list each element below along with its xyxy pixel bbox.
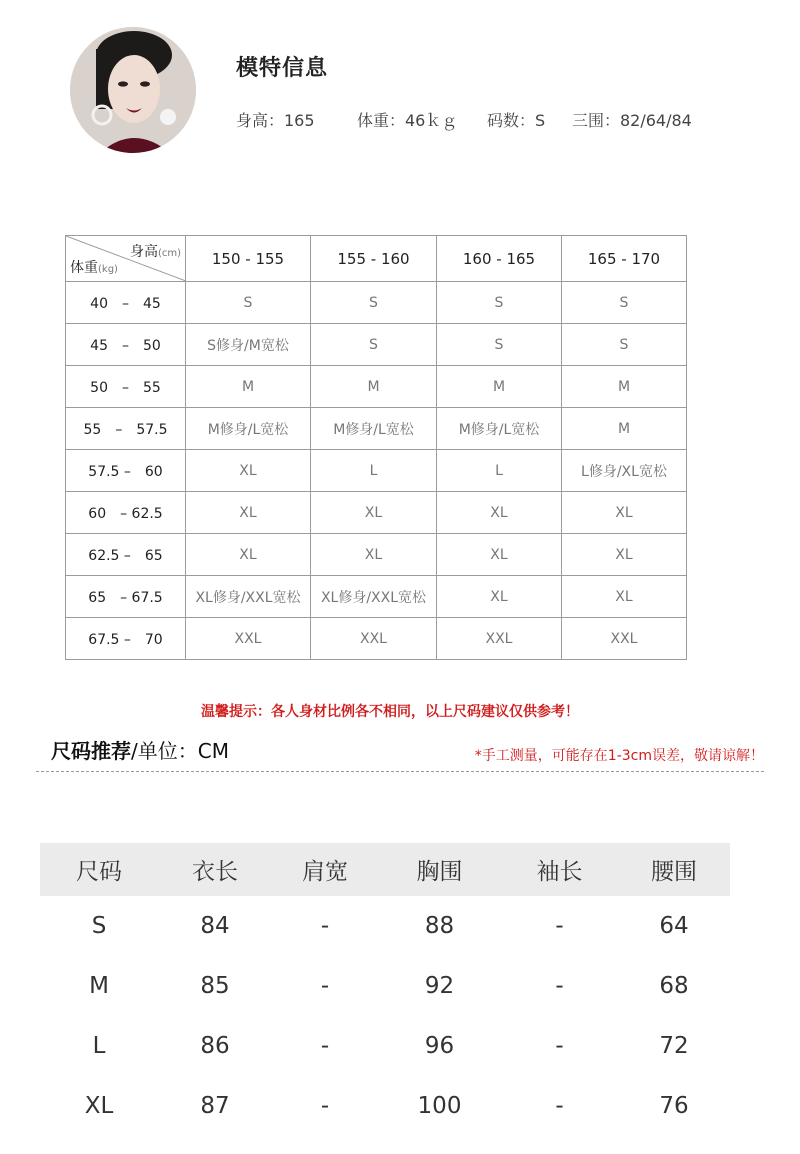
recommended-size-cell: S <box>311 282 437 324</box>
measurement-value-cell: - <box>555 973 564 999</box>
height-range-header: 165 - 170 <box>562 236 687 282</box>
size-label-cell: M <box>89 973 109 999</box>
size-label-cell: L <box>92 1033 106 1059</box>
grid-header-row <box>66 236 687 282</box>
measurement-value-cell: - <box>320 913 330 939</box>
height-range-header: 150 - 155 <box>186 236 311 282</box>
recommended-size-cell: XXL <box>186 618 311 660</box>
recommended-size-cell: S <box>562 324 687 366</box>
grid-row <box>66 576 687 618</box>
weight-range-label: 55 – 57.5 <box>66 408 186 450</box>
grid-row <box>66 534 687 576</box>
grid-row <box>66 282 687 324</box>
recommended-size-cell: XL <box>311 492 437 534</box>
measurement-error-note: *手工测量，可能存在1-3cm误差，敬请谅解！ <box>474 748 764 764</box>
model-info-title: 模特信息 <box>236 56 329 81</box>
weight-range-label: 45 – 50 <box>66 324 186 366</box>
recommended-size-cell: M修身/L宽松 <box>186 408 311 450</box>
recommended-size-cell: XL <box>437 576 562 618</box>
height-range-header: 160 - 165 <box>437 236 562 282</box>
measurement-row <box>40 896 730 956</box>
recommended-size-cell: S <box>311 324 437 366</box>
measurement-value-cell: 86 <box>200 1033 230 1059</box>
measurement-value-cell: - <box>320 1033 330 1059</box>
recommended-size-cell: M <box>437 366 562 408</box>
measurement-value-cell: - <box>555 1033 564 1059</box>
grid-corner-cell <box>66 236 186 282</box>
weight-range-label: 67.5 – 70 <box>66 618 186 660</box>
recommended-size-cell: M <box>562 408 687 450</box>
measurement-value-cell: 96 <box>424 1033 455 1059</box>
measurement-header-cell: 腰围 <box>618 843 730 896</box>
fit-tip: 温馨提示：各人身材比例各不相同，以上尺码建议仅供参考！ <box>201 704 579 720</box>
recommended-size-cell: M修身/L宽松 <box>437 408 562 450</box>
measurement-value-cell: - <box>555 1093 564 1119</box>
weight-range-label: 50 – 55 <box>66 366 186 408</box>
measurement-value-cell: 68 <box>659 973 689 999</box>
size-section-unit: /单位：CM <box>131 739 229 763</box>
weight-range-label: 57.5 – 60 <box>66 450 186 492</box>
size-label-cell: S <box>91 913 107 939</box>
recommended-size-cell: M <box>186 366 311 408</box>
weight-range-label: 60 – 62.5 <box>66 492 186 534</box>
recommended-size-cell: XL <box>186 492 311 534</box>
measurement-header-cell: 衣长 <box>158 843 272 896</box>
recommended-size-cell: L修身/XL宽松 <box>562 450 687 492</box>
height-range-header: 155 - 160 <box>311 236 437 282</box>
recommended-size-cell: S <box>186 282 311 324</box>
measurement-header-cell: 尺码 <box>40 843 158 896</box>
model-height: 身高：165 <box>236 111 315 130</box>
measurement-value-cell: - <box>320 973 330 999</box>
grid-row <box>66 324 687 366</box>
grid-row <box>66 408 687 450</box>
measurement-value-cell: - <box>320 1093 330 1119</box>
measurement-value-cell: 72 <box>659 1033 689 1059</box>
weight-range-label: 65 – 67.5 <box>66 576 186 618</box>
corner-height-label: 身高(cm) <box>129 244 181 260</box>
recommended-size-cell: XL <box>311 534 437 576</box>
grid-row <box>66 492 687 534</box>
recommended-size-cell: XXL <box>437 618 562 660</box>
measurement-value-cell: 76 <box>659 1093 689 1119</box>
measurement-row <box>40 1016 730 1076</box>
measurement-header-cell: 胸围 <box>378 843 501 896</box>
recommended-size-cell: M修身/L宽松 <box>311 408 437 450</box>
weight-range-label: 62.5 – 65 <box>66 534 186 576</box>
measurement-value-cell: 88 <box>424 913 455 939</box>
measurement-body <box>40 896 730 1136</box>
size-section-title-bold: 尺码推荐 <box>51 739 131 763</box>
measurement-value-cell: 84 <box>200 913 230 939</box>
recommended-size-cell: XL <box>562 492 687 534</box>
grid-body <box>66 282 687 660</box>
size-recommendation-grid <box>65 235 687 660</box>
recommended-size-cell: L <box>437 450 562 492</box>
corner-weight-label: 体重(kg) <box>70 260 118 276</box>
measurement-value-cell: 64 <box>659 913 689 939</box>
grid-row <box>66 366 687 408</box>
size-section-title <box>51 735 229 764</box>
recommended-size-cell: M <box>311 366 437 408</box>
recommended-size-cell: XL修身/XXL宽松 <box>311 576 437 618</box>
grid-row <box>66 450 687 492</box>
recommended-size-cell: XL修身/XXL宽松 <box>186 576 311 618</box>
measurement-value-cell: 85 <box>200 973 230 999</box>
dotted-divider <box>36 771 764 772</box>
measurement-row <box>40 956 730 1016</box>
measurement-row <box>40 1076 730 1136</box>
recommended-size-cell: XL <box>186 534 311 576</box>
model-weight: 体重：46ｋｇ <box>357 111 458 130</box>
measurement-table <box>40 843 730 1136</box>
recommended-size-cell: XL <box>437 492 562 534</box>
recommended-size-cell: L <box>311 450 437 492</box>
measurement-value-cell: 100 <box>417 1093 462 1119</box>
recommended-size-cell: XL <box>437 534 562 576</box>
recommended-size-cell: S <box>437 282 562 324</box>
measurement-value-cell: 87 <box>200 1093 230 1119</box>
measurement-header-cell: 肩宽 <box>272 843 378 896</box>
measurement-header-cell: 袖长 <box>501 843 618 896</box>
measurement-value-cell: - <box>555 913 564 939</box>
recommended-size-cell: XL <box>186 450 311 492</box>
measurement-value-cell: 92 <box>424 973 455 999</box>
recommended-size-cell: XL <box>562 534 687 576</box>
model-avatar <box>70 27 196 153</box>
recommended-size-cell: S <box>437 324 562 366</box>
measurement-header-row <box>40 843 730 896</box>
recommended-size-cell: XXL <box>311 618 437 660</box>
weight-range-label: 40 – 45 <box>66 282 186 324</box>
size-label-cell: XL <box>84 1093 114 1119</box>
model-size: 码数：S <box>487 111 546 130</box>
recommended-size-cell: S <box>562 282 687 324</box>
recommended-size-cell: XXL <box>562 618 687 660</box>
model-measurements: 三围：82/64/84 <box>572 111 692 130</box>
recommended-size-cell: S修身/M宽松 <box>186 324 311 366</box>
recommended-size-cell: XL <box>562 576 687 618</box>
recommended-size-cell: M <box>562 366 687 408</box>
grid-row <box>66 618 687 660</box>
